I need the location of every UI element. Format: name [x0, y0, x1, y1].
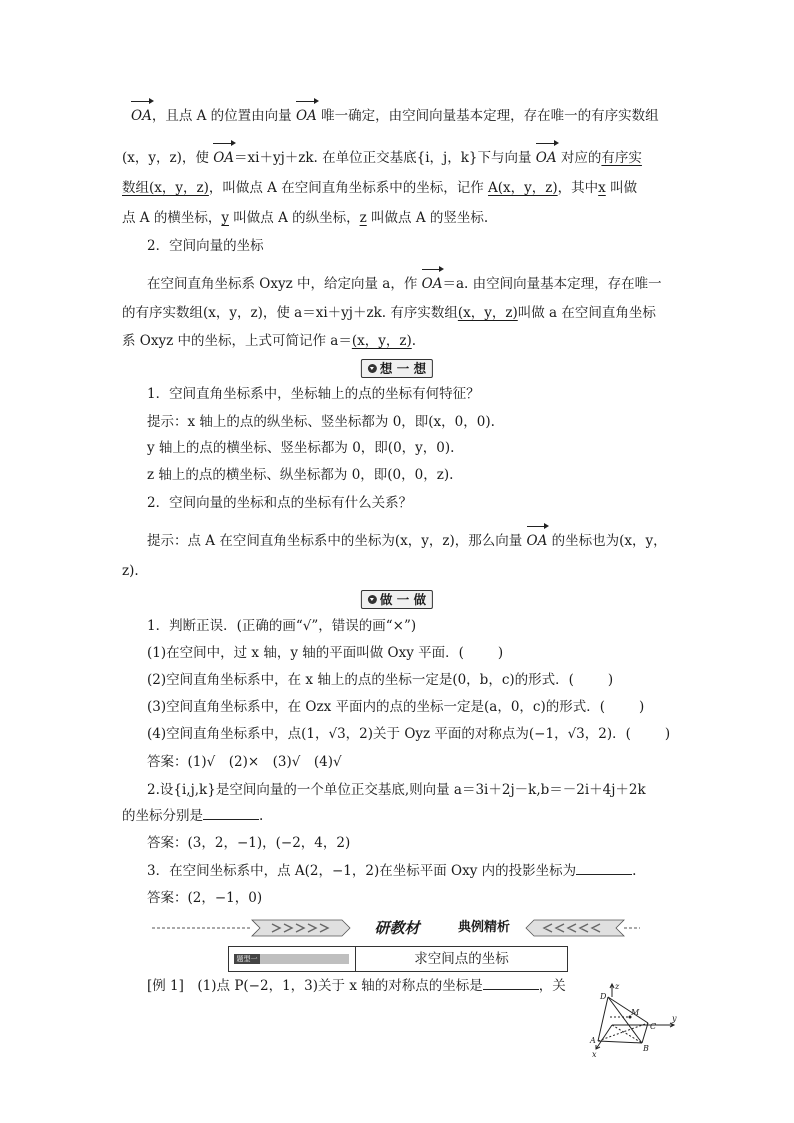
- think-answer-1: 提示：x 轴上的点的纵坐标、竖坐标都为 0，即(x，0，0).: [147, 414, 495, 430]
- think-question-2: 2．空间向量的坐标和点的坐标有什么关系？: [147, 495, 413, 511]
- section-subtitle: 典例精析: [457, 920, 510, 935]
- answer-blank: [576, 862, 632, 875]
- answer-fill: 有序实: [601, 150, 642, 166]
- answer-blank: [483, 977, 539, 990]
- text: 在空间直角坐标系 Oxyz 中，给定向量 a，作: [147, 276, 422, 292]
- text: .: [259, 808, 264, 824]
- answer-fill: x: [598, 180, 606, 196]
- think-question-1: 1．空间直角坐标系中，坐标轴上的点的坐标有何特征？: [147, 386, 480, 402]
- think-answer-4: [147, 529, 667, 551]
- text: ＝xi＋yj＋zk. 在单位正交基底{i，j，k}下与向量: [234, 150, 536, 166]
- figure-label: D: [600, 992, 607, 1001]
- text: ): [639, 699, 645, 715]
- vector-oa: OA: [213, 146, 234, 168]
- figure-label: z: [615, 982, 620, 991]
- text: 提示：点 A 在空间直角坐标系中的坐标为(x，y，z)，那么向量: [147, 533, 527, 549]
- text: ＝a. 由空间向量基本定理，存在唯一: [442, 276, 662, 292]
- topic-tag: 题型一: [234, 954, 260, 964]
- topic-box: [228, 946, 568, 972]
- text: (4)空间直角坐标系中，点(1，√3，2)关于 Oyz 平面的对称点为(−1，√3，2)．(: [147, 726, 631, 742]
- text: ，其中: [557, 180, 599, 196]
- text: .: [632, 863, 637, 879]
- topic-title: 求空间点的坐标: [414, 951, 509, 967]
- do-question-3: [147, 861, 636, 881]
- answer-fill: y: [221, 210, 229, 226]
- answer-blank: [203, 807, 259, 820]
- text: 叫做点 A 的竖坐标.: [366, 210, 489, 226]
- think-answer-3: z 轴上的点的横坐标、纵坐标都为 0，即(0，0，z).: [147, 467, 454, 483]
- answer-fill: (x，y，z): [351, 333, 412, 349]
- text: 的坐标也为(x，y，: [547, 533, 667, 549]
- text: ，关: [538, 978, 566, 994]
- text: .: [411, 333, 417, 349]
- think-tag: [361, 359, 433, 378]
- text: 对应的: [556, 150, 602, 166]
- section-divider: [152, 916, 640, 940]
- down-triangle-icon: [368, 364, 377, 373]
- down-triangle-icon: [368, 595, 377, 604]
- figure-label: y: [672, 1014, 677, 1023]
- do-question-2: 2.设{i,j,k}是空间向量的一个单位正交基底,则向量 a＝3i＋2j－k,b＝－2i＋4j＋2k: [147, 782, 646, 798]
- do-question-1: 1．判断正误．(正确的画“√”，错误的画“×”): [147, 618, 417, 634]
- figure-label: x: [592, 1050, 597, 1059]
- do-item-1: [147, 643, 503, 663]
- text: (x，y，z)，使: [122, 150, 214, 166]
- do-answer-2: 答案：(3，2，−1)，(−2，4，2): [147, 835, 351, 851]
- do-question-2-cont: [122, 806, 263, 826]
- answer-fill: A(x，y，z): [488, 180, 558, 196]
- do-item-3: [147, 697, 644, 717]
- do-answer-1: 答案：(1)√ (2)× (3)√ (4)√: [147, 754, 342, 770]
- figure-label: B: [643, 1044, 649, 1053]
- do-item-4: [147, 724, 670, 744]
- topic-tag-area: [229, 947, 356, 971]
- answer-fill: z: [359, 210, 367, 226]
- text: ): [497, 645, 504, 661]
- text: ，且点 A 的位置由向量: [151, 108, 296, 124]
- do-item-2: [147, 670, 613, 690]
- text: ): [607, 672, 614, 688]
- heading-vector-coordinates: 2．空间向量的坐标: [147, 238, 264, 254]
- text: 3．在空间坐标系中，点 A(2，−1，2)在坐标平面 Oxy 内的投影坐标为: [147, 863, 577, 879]
- para2-line1: [147, 272, 662, 294]
- para2-line3: [122, 331, 416, 351]
- vector-oa: OA: [527, 529, 548, 551]
- para1-line4: [122, 208, 488, 228]
- geometry-figure: [586, 981, 696, 1061]
- para2-line2: [122, 303, 656, 323]
- figure-label: A: [590, 1036, 596, 1045]
- do-banner: [361, 590, 433, 609]
- text: 的坐标分别是: [122, 808, 203, 824]
- text: 点 A 的横坐标，: [122, 210, 222, 226]
- text: 系 Oxyz 中的坐标，上式可简记作 a＝: [122, 333, 352, 349]
- think-answer-2: y 轴上的点的横坐标、竖坐标都为 0，即(0，y，0).: [147, 440, 455, 456]
- think-answer-5: z).: [122, 563, 139, 579]
- text: ，叫做点 A 在空间直角坐标系中的坐标，记作: [208, 180, 489, 196]
- think-tag-label: 想 一 想: [379, 361, 427, 376]
- text: (3)空间直角坐标系中，在 Ozx 平面内的点的坐标一定是(a，0，c)的形式．(: [147, 699, 605, 715]
- think-banner: [361, 359, 433, 378]
- text: (2)空间直角坐标系中，在 x 轴上的点的坐标一定是(0，b，c)的形式．(: [147, 672, 574, 688]
- example-1: [147, 976, 566, 996]
- answer-fill: 数组(x，y，z): [122, 180, 209, 196]
- do-tag: [361, 590, 433, 609]
- figure-label: M: [631, 1008, 640, 1017]
- para1-line1: [131, 104, 659, 126]
- vector-oa: OA: [296, 104, 317, 126]
- text: 叫做点 A 的纵坐标，: [228, 210, 360, 226]
- text: 的有序实数组(x，y，z)，使 a＝xi＋yj＋zk. 有序实数组: [122, 305, 458, 321]
- do-answer-3: 答案：(2，−1，0): [147, 890, 263, 906]
- vector-oa: OA: [131, 104, 152, 126]
- text: ): [664, 726, 671, 742]
- para1-line3: [122, 178, 637, 198]
- topic-tag-bar: [260, 954, 349, 964]
- answer-fill: (x，y，z): [457, 305, 518, 321]
- text: (1)在空间中，过 x 轴，y 轴的平面叫做 Oxy 平面．(: [147, 645, 464, 661]
- figure-label: C: [650, 1022, 657, 1031]
- vector-oa: OA: [422, 272, 443, 294]
- para1-line2: [122, 146, 642, 168]
- text: 叫做: [605, 180, 638, 196]
- text: 叫做 a 在空间直角坐标: [517, 305, 656, 321]
- text: 唯一确定，由空间向量基本定理，存在唯一的有序实数组: [316, 108, 659, 124]
- do-tag-label: 做 一 做: [379, 592, 427, 607]
- vector-oa: OA: [536, 146, 557, 168]
- section-title: 研教材: [374, 919, 420, 937]
- text: [例 1] (1)点 P(−2，1，3)关于 x 轴的对称点的坐标是: [147, 978, 483, 994]
